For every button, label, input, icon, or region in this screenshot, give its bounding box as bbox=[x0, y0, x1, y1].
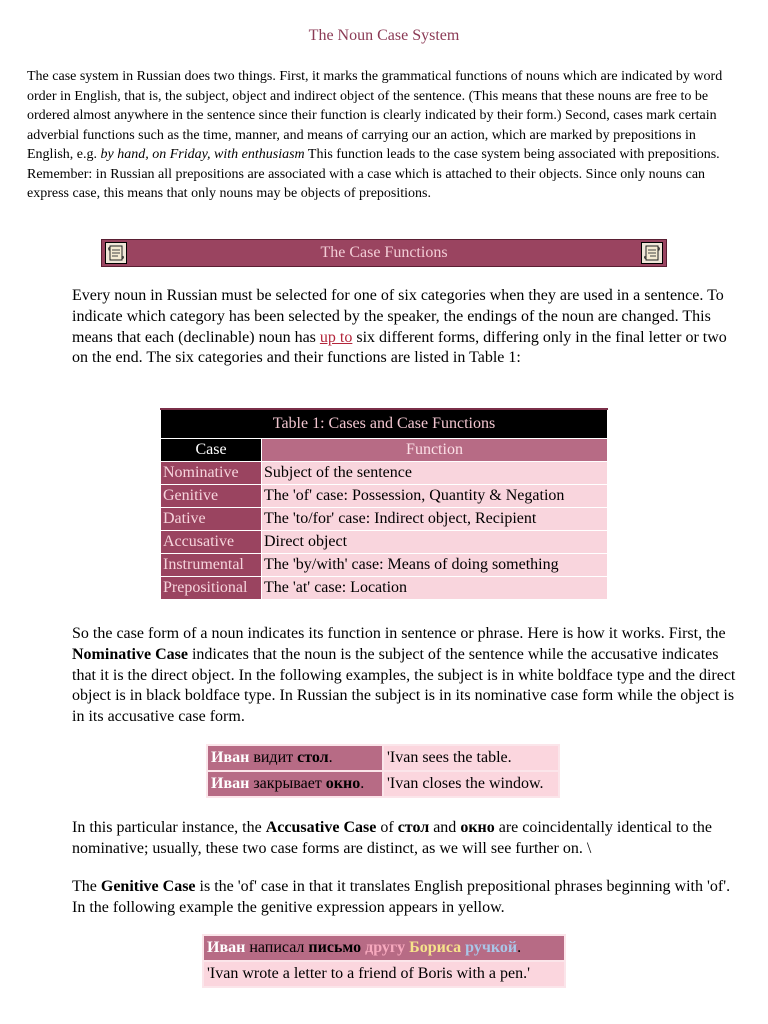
case-function: The 'at' case: Location bbox=[262, 577, 608, 600]
okno-word: окно bbox=[460, 819, 495, 836]
column-header-function: Function bbox=[262, 439, 608, 462]
russian-sentence bbox=[207, 745, 383, 771]
table-row bbox=[161, 508, 608, 531]
english-translation: 'Ivan closes the window. bbox=[383, 771, 559, 797]
nominative-paragraph bbox=[72, 624, 744, 728]
sentence-end: . bbox=[517, 939, 522, 956]
para3-text-2: of bbox=[376, 819, 398, 836]
case-name: Dative bbox=[161, 508, 262, 531]
para4-text-1: The bbox=[72, 878, 101, 895]
genitive-case-term: Genitive Case bbox=[100, 878, 196, 895]
object-word: стол bbox=[297, 749, 329, 766]
instrumental-word: ручкой bbox=[461, 939, 518, 956]
intro-text-2: This function leads to the case system being associated with prepositions. Remember: in Russian all prepositions are associated with a case which is attached to their objects. Since only nouns can express case, this means that only nouns may be objects of prepositions. bbox=[27, 147, 720, 201]
para3-text-4: are coincidentally identical to the nominative; usually, these two case forms are distinct, as we will see further on. \ bbox=[72, 819, 712, 857]
table-row bbox=[161, 462, 608, 485]
scroll-icon bbox=[641, 242, 663, 264]
example-row bbox=[203, 935, 565, 961]
example-row bbox=[207, 745, 559, 771]
stol-word: стол bbox=[397, 819, 430, 836]
genitive-paragraph bbox=[72, 877, 744, 919]
genitive-word: Бориса bbox=[405, 939, 462, 956]
english-translation: 'Ivan sees the table. bbox=[383, 745, 559, 771]
section-title: The Case Functions bbox=[320, 244, 448, 261]
para2-text-1: So the case form of a noun indicates its function in sentence or phrase. Here is how it works. First, the bbox=[72, 625, 726, 642]
russian-sentence bbox=[203, 935, 565, 961]
intro-text-1: The case system in Russian does two things. First, it marks the grammatical functions of nouns which are indicated by word order in English, that is, the subject, object and indirect object of the sentence. (This means that these nouns are free to be ordered almost anywhere in the sentence since their function is clearly indicated by their form.) Second, cases mark certain adverbial functions such as the time, manner, and means of carrying our an action, which are marked by prepositions in English, e.g. bbox=[27, 69, 723, 162]
intro-paragraph bbox=[27, 67, 741, 204]
scroll-icon bbox=[105, 242, 127, 264]
nominative-case-term: Nominative Case bbox=[72, 645, 188, 663]
para3-text-3: and bbox=[429, 819, 461, 836]
dative-word: другу bbox=[361, 939, 406, 956]
case-name: Nominative bbox=[161, 462, 262, 485]
table-row bbox=[161, 485, 608, 508]
table-row bbox=[161, 531, 608, 554]
table-row bbox=[161, 554, 608, 577]
english-translation: 'Ivan wrote a letter to a friend of Boris with a pen.' bbox=[203, 961, 565, 987]
intro-italic-examples: by hand, on Friday, with enthusiasm bbox=[100, 147, 305, 162]
subject-word: Иван bbox=[211, 775, 250, 792]
case-function: Direct object bbox=[262, 531, 608, 554]
case-functions-paragraph bbox=[72, 286, 744, 369]
accusative-case-term: Accusative Case bbox=[265, 819, 377, 836]
example-row bbox=[203, 961, 565, 987]
para2-text-2: indicates that the noun is the subject of the sentence while the accusative indicates that it is the direct object. In the following examples, the subject is in white boldface type and the direct object is in black boldface type. In Russian the subject is in its nominative case form while the object is in its accusative case form. bbox=[72, 645, 736, 726]
case-name: Prepositional bbox=[161, 577, 262, 600]
case-function: Subject of the sentence bbox=[262, 462, 608, 485]
sentence-end: . bbox=[360, 775, 365, 792]
column-header-case: Case bbox=[161, 439, 262, 462]
table-row bbox=[161, 577, 608, 600]
subject-word: Иван bbox=[211, 749, 250, 766]
object-word: окно bbox=[325, 775, 361, 792]
object-word: письмо bbox=[308, 939, 362, 956]
case-function: The 'to/for' case: Indirect object, Recipient bbox=[262, 508, 608, 531]
case-function: The 'by/with' case: Means of doing something bbox=[262, 554, 608, 577]
table-caption: Table 1: Cases and Case Functions bbox=[161, 409, 608, 439]
subject-word: Иван bbox=[207, 939, 246, 956]
accusative-paragraph bbox=[72, 818, 744, 860]
sentence-end: . bbox=[328, 749, 333, 766]
up-to-link[interactable]: up to bbox=[319, 328, 353, 346]
cases-table bbox=[160, 408, 608, 600]
page-title: The Noun Case System bbox=[308, 27, 460, 44]
section-bar bbox=[101, 239, 667, 267]
nominative-examples-table bbox=[206, 744, 560, 798]
case-function: The 'of' case: Possession, Quantity & Negation bbox=[262, 485, 608, 508]
case-name: Accusative bbox=[161, 531, 262, 554]
para1-text-2: six different forms, differing only in the final letter or two on the end. The six categories and their functions are listed in Table 1: bbox=[72, 328, 727, 367]
genitive-example-table bbox=[202, 934, 566, 988]
case-name: Genitive bbox=[161, 485, 262, 508]
verb-word: закрывает bbox=[249, 775, 326, 792]
para4-text-2: is the 'of' case in that it translates English prepositional phrases beginning with 'of'. In the following example the genitive expression appears in yellow. bbox=[72, 878, 731, 916]
verb-word: видит bbox=[249, 749, 298, 766]
example-row bbox=[207, 771, 559, 797]
para3-text-1: In this particular instance, the bbox=[72, 819, 266, 836]
verb-word: написал bbox=[245, 939, 309, 956]
case-name: Instrumental bbox=[161, 554, 262, 577]
para1-text-1: Every noun in Russian must be selected for one of six categories when they are used in a sentence. To indicate which category has been selected by the speaker, the endings of the noun are changed. This means that each (declinable) noun has bbox=[72, 287, 724, 346]
russian-sentence bbox=[207, 771, 383, 797]
